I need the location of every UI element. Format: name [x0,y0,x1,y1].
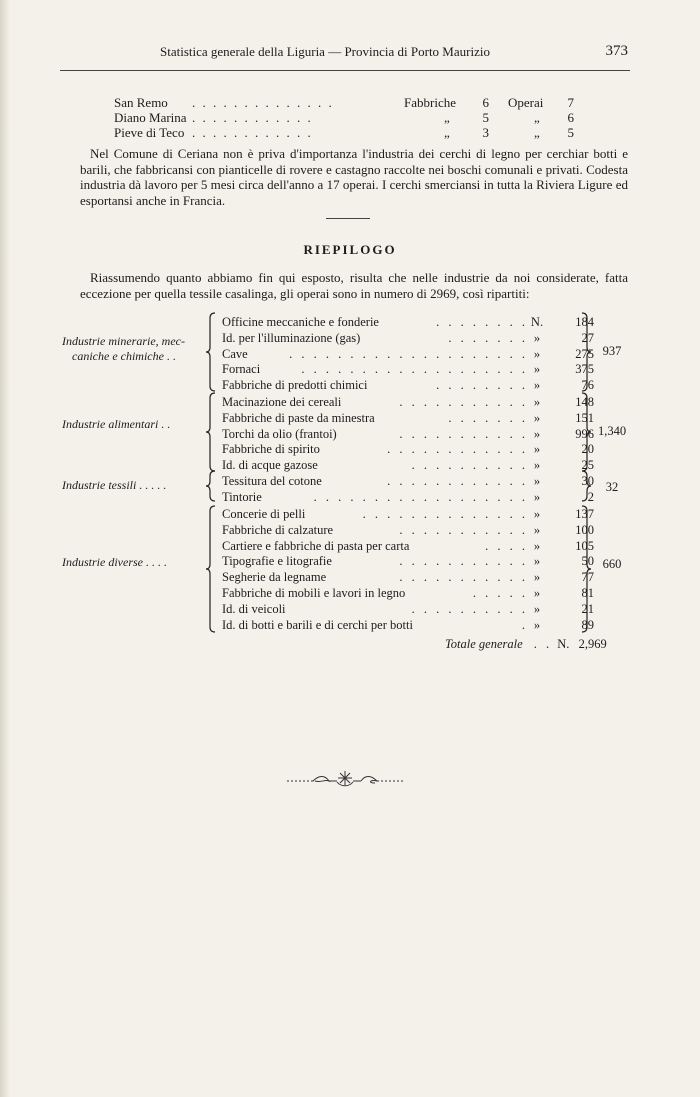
industry-label: Fornaci [222,362,261,377]
town-name: Diano Marina [114,110,187,125]
industry-row [222,410,612,426]
workers-count: 100 [575,522,594,537]
header-rule [60,70,630,71]
section-divider [326,218,370,219]
leader-dots: . . . . . . . . . . [411,458,528,473]
section-label [62,555,167,570]
industry-row [222,361,612,377]
leader-dots: . . . . . . . . . . . [399,395,528,409]
section-subtotal: 1,340 [597,424,627,438]
workers-count: 27 [581,330,594,345]
section-label-line: Industrie tessili . . . . . [62,478,167,492]
leader-dots: . . . . . . . . . . . . [387,474,528,488]
ditto-mark: » [533,617,541,632]
industry-row [222,330,612,346]
section-heading: RIEPILOGO [303,242,397,257]
paragraph-ceriana: Nel Comune di Ceriana non è priva d'importanza l'industria dei cerchi di legno per cerchiar botti e barili, che fabbricansi con pianticelle di rovere e castagno raccolte nei boschi comunali e privati. Codesta industria dà lavoro per 5 mesi circa dell'anno a 17 operai. I cerchi smerciansi in tutta la Riviera Ligure ed esportansi anche in Francia. [80,146,628,208]
ditto-mark: » [533,586,541,600]
workers-count: 89 [581,617,594,632]
workers-count: 21 [581,601,594,616]
workers-count: 151 [575,410,594,425]
ditto-mark: » [533,489,541,504]
workers-count: 7 [567,95,574,110]
workers-count: 5 [567,125,574,140]
leader-dots: . . . . . . . . . . . . . . [192,95,334,110]
industry-row [222,601,612,617]
workers-count: 375 [575,362,594,377]
workers-count: 105 [575,538,594,553]
section-label [62,334,185,364]
industry-row [222,506,612,522]
leader-dots: . . . . . . . [448,410,528,425]
ditto-mark: » [533,458,541,473]
ditto-mark: » [533,522,541,537]
ditto-mark: » [533,362,541,377]
ditto-mark: » [533,474,541,488]
industry-label: Fabbriche di spirito [222,442,320,457]
leader-dots: . . . . . . . . . . [411,601,528,616]
section-subtotal: 937 [602,344,622,358]
section-label-line: Industrie minerarie, mec- [62,334,185,348]
workers-count: 275 [575,346,594,361]
industry-label: Id. di veicoli [222,601,286,616]
industry-label: Cave [222,346,248,361]
factories-label: „ [444,125,450,140]
workers-count: 6 [567,110,574,125]
town-name: Pieve di Teco [114,125,185,140]
workers-count: 30 [581,474,594,488]
industry-label: Macinazione dei cereali [222,395,342,409]
section-label-line: Industrie alimentari . . [62,417,171,431]
industry-row [222,346,612,362]
leader-dots: . . . . . . . . [436,378,528,393]
industry-row [222,457,612,473]
section-subtotal: 660 [602,557,622,571]
workers-count: 50 [581,554,594,569]
industry-label: Fabbriche di calzature [222,522,334,537]
town-list [114,95,594,140]
workers-count: 81 [581,586,594,600]
leader-dots: . . . . . . . . . . . . [192,125,313,140]
industry-row [222,522,612,538]
industry-label: Segherie da legname [222,570,327,585]
leader-dots: . . . . [485,538,528,553]
town-row [114,95,594,110]
industry-row [222,585,612,601]
workers-count: 76 [581,378,594,393]
leader-dots: . . . . . . . . . . . . . . [362,507,528,521]
leader-dots: . . . . . . . . . . . [399,570,528,585]
industry-label: Id. per l'illuminazione (gas) [222,330,361,345]
leader-dots: . . . . . . . . . . . [399,522,528,537]
workers-count: 2 [587,489,594,504]
ditto-mark: N. [530,315,544,329]
leader-dots: . . . . . . . . [436,315,528,329]
industry-label: Concerie di pelli [222,507,306,521]
header-title: Statistica generale della Liguria — Provincia di Porto Maurizio [160,44,490,59]
ditto-mark: » [533,507,541,521]
industry-row [222,441,612,457]
industry-row [222,426,612,442]
town-name: San Remo [114,95,168,110]
workers-count: 996 [575,426,594,441]
leader-dots: . . . . . . . . . . . [399,426,528,441]
ditto-mark: » [533,426,541,441]
industry-label: Tintorie [222,489,262,504]
left-brace-icon [205,505,217,633]
factories-label: „ [444,110,450,125]
workers-count: 20 [581,442,594,457]
ditto-mark: » [533,346,541,361]
left-brace-icon [205,470,217,502]
factories-label: Fabbriche [404,95,456,110]
leader-dots: . . . . . . . . . . . . [192,110,313,125]
ditto-mark: » [533,570,541,585]
ditto-mark: » [533,378,541,393]
section-label-line: Industrie diverse . . . . [62,555,167,569]
industry-row [222,314,612,330]
left-brace-icon [205,392,217,472]
grand-total-label: Totale generale [445,637,523,651]
industry-label: Cartiere e fabbriche di pasta per carta [222,538,410,553]
factories-count: 6 [482,95,489,110]
industry-row [222,538,612,554]
industry-label: Torchi da olio (frantoi) [222,426,337,441]
industry-label: Fabbriche di paste da minestra [222,410,375,425]
workers-count: 77 [581,570,594,585]
leader-dots: . . . . . . . . . . . . . . . . . . [313,489,528,504]
leader-dots: . . . . . . . . . . . . [387,442,528,457]
ditto-mark: » [533,601,541,616]
industry-row [222,569,612,585]
industry-row [222,553,612,569]
section-label [62,417,170,432]
grand-total-value: 2,969 [578,637,607,651]
leader-dots: . . [533,637,553,651]
industry-row [222,617,612,633]
section-label [62,478,166,493]
leader-dots: . . . . . . . . . . . . . . . . . . . [301,362,528,377]
grand-total-row [445,637,607,652]
paragraph-summary: Riassumendo quanto abbiamo fin qui esposto, risulta che nelle industrie da noi considerate, fatta eccezione per quella tessile casalinga, gli operai sono in numero di 2969, così ripartiti: [80,270,628,301]
workers-count: 148 [575,395,594,409]
leader-dots: . [521,617,528,632]
ditto-mark: » [533,395,541,409]
industry-row [222,473,612,489]
left-brace-icon [205,312,217,392]
leader-dots: . . . . . . . . . . . . . . . . . . . . [289,346,528,361]
workers-count: 137 [575,507,594,521]
ditto-mark: » [533,554,541,569]
industry-label: Tessitura del cotone [222,474,322,488]
workers-count: 184 [575,315,594,329]
industry-row [222,489,612,505]
ditto-mark: » [533,410,541,425]
industry-label: Id. di acque gazose [222,458,318,473]
leader-dots: . . . . . . . . . . . [399,554,528,569]
industry-label: Id. di botti e barili e di cerchi per botti [222,617,413,632]
grand-total-mark: N. [557,637,570,651]
page-edge-shadow [0,0,10,1097]
industry-label: Tipografie e litografie [222,554,332,569]
town-row [114,125,594,140]
leader-dots: . . . . . . . [448,330,528,345]
industry-row [222,377,612,393]
factories-count: 3 [482,125,489,140]
industry-label: Fabbriche di predotti chimici [222,378,368,393]
section-subtotal: 32 [605,480,619,494]
town-row [114,110,594,125]
ditto-mark: » [533,330,541,345]
page-number: 373 [605,43,628,59]
industry-label: Fabbriche di mobili e lavori in legno [222,586,406,600]
ditto-mark: » [533,538,541,553]
workers-label: „ [534,110,540,125]
industry-label: Officine meccaniche e fonderie [222,315,379,329]
leader-dots: . . . . . [472,586,528,600]
section-label-line: caniche e chimiche . . [72,349,176,363]
workers-label: „ [534,125,540,140]
workers-label: Operai [508,95,544,110]
decorative-flourish-icon [285,765,405,795]
industry-row [222,394,612,410]
ditto-mark: » [533,442,541,457]
workers-count: 25 [581,458,594,473]
factories-count: 5 [482,110,489,125]
